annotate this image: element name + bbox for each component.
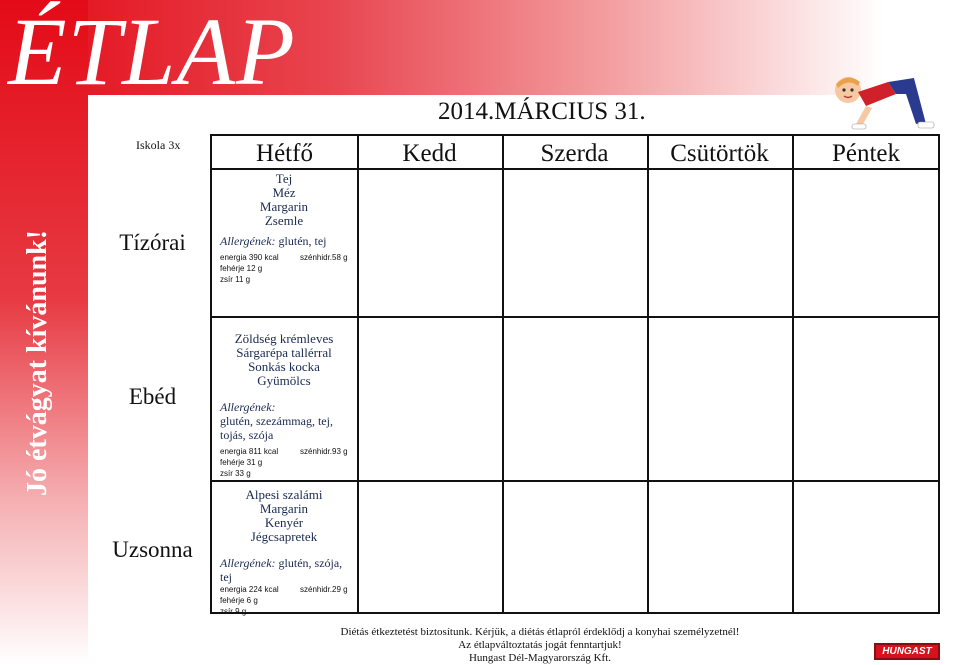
- food-item: Sonkás kocka: [248, 359, 320, 374]
- column-divider: [357, 136, 359, 612]
- hungast-logo: HUNGAST: [874, 643, 940, 660]
- menu-date: 2014.MÁRCIUS 31.: [438, 98, 646, 125]
- day-header-wednesday: Szerda: [540, 140, 609, 167]
- nutrition-info: [220, 446, 348, 479]
- meal-label-ebed: Ebéd: [128, 384, 177, 409]
- nutrition-info: [220, 252, 348, 285]
- food-item: Margarin: [259, 199, 309, 214]
- protein-value: fehérje 6 g: [220, 596, 258, 605]
- nutrition-info: [220, 584, 348, 617]
- carb-value: szénhidr.58 g: [300, 253, 348, 262]
- food-item: Sárgarépa tallérral: [236, 345, 332, 360]
- page-title: ÉTLAP: [8, 0, 296, 105]
- column-divider: [502, 136, 504, 612]
- food-item: Tej: [275, 171, 293, 186]
- fat-value: zsír 33 g: [220, 469, 251, 478]
- day-header-monday: Hétfő: [256, 140, 313, 167]
- allergen-text: glutén, szezámmag, tej, tojás, szója: [220, 414, 333, 442]
- menu-cell-ebed-monday: [220, 332, 348, 479]
- menu-cell-tizorai-monday: [220, 172, 348, 285]
- allergen-label: Allergének:: [220, 400, 276, 414]
- energy-value: energia 811 kcal: [220, 447, 279, 456]
- allergen-label: Allergének:: [220, 234, 276, 248]
- allergen-info: [220, 556, 348, 584]
- row-divider: [212, 480, 938, 482]
- food-list: [220, 488, 348, 544]
- fat-value: zsír 9 g: [220, 607, 247, 616]
- day-header-thursday: Csütörtök: [670, 140, 769, 167]
- food-item: Kenyér: [264, 515, 304, 530]
- allergen-text: glutén, tej: [275, 234, 327, 248]
- allergen-label: Allergének:: [220, 556, 276, 570]
- energy-value: energia 224 kcal: [220, 585, 279, 594]
- food-item: Alpesi szalámi: [245, 487, 323, 502]
- slogan: Jó étvágyat kívánunk!: [22, 229, 53, 497]
- food-list: [220, 172, 348, 228]
- carb-value: szénhidr.93 g: [300, 447, 348, 456]
- allergen-info: [220, 400, 348, 442]
- food-item: Gyümölcs: [257, 373, 311, 388]
- food-item: Jégcsapretek: [250, 529, 318, 544]
- food-item: Zsemle: [264, 213, 304, 228]
- school-name: Iskola 3x: [136, 138, 181, 152]
- meal-label-uzsonna: Uzsonna: [112, 537, 193, 562]
- footer-notes: [290, 626, 790, 665]
- allergen-info: [220, 234, 348, 248]
- protein-value: fehérje 31 g: [220, 458, 263, 467]
- column-divider: [792, 136, 794, 612]
- protein-value: fehérje 12 g: [220, 264, 263, 273]
- day-header-tuesday: Kedd: [402, 140, 457, 167]
- day-header-friday: Péntek: [831, 140, 901, 167]
- energy-value: energia 390 kcal: [220, 253, 279, 262]
- column-divider: [647, 136, 649, 612]
- menu-grid: [210, 134, 940, 614]
- footer-diet-note: Diétás étkeztetést biztosítunk. Kérjük, a diétás étlapról érdeklődj a konyhai személyzetnél!: [340, 626, 740, 638]
- allergen-text: glutén, szója, tej: [220, 556, 343, 584]
- menu-cell-uzsonna-monday: [220, 488, 348, 617]
- row-divider: [212, 316, 938, 318]
- meal-label-tizorai: Tízórai: [119, 230, 186, 255]
- slogan-container: [18, 198, 58, 528]
- child-mascot-image: [826, 72, 938, 134]
- food-item: Margarin: [259, 501, 309, 516]
- fat-value: zsír 11 g: [220, 275, 251, 284]
- food-list: [220, 332, 348, 388]
- footer-change-note: Az étlapváltoztatás jogát fenntartjuk!: [458, 639, 622, 651]
- row-divider: [212, 168, 938, 170]
- carb-value: szénhidr.29 g: [300, 585, 348, 594]
- food-item: Zöldség krémleves: [234, 331, 334, 346]
- footer-company: Hungast Dél-Magyarország Kft.: [468, 652, 612, 664]
- food-item: Méz: [272, 185, 296, 200]
